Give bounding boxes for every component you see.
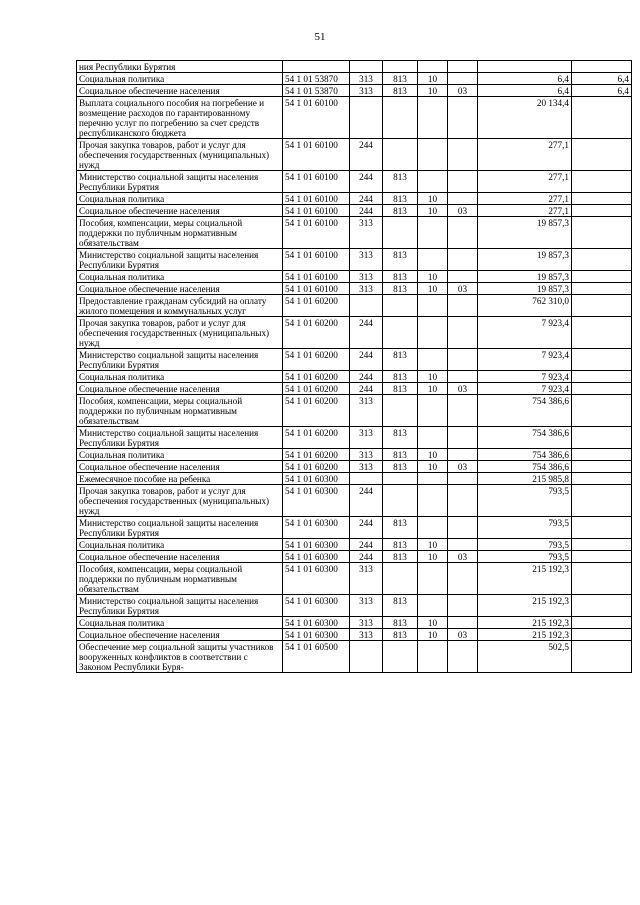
subsection-code [448, 427, 478, 449]
subsection-code [448, 539, 478, 551]
budget-manager-code: 813 [383, 193, 418, 205]
amount-total: 19 857,3 [478, 249, 572, 271]
subsection-code [448, 563, 478, 595]
budget-manager-code: 813 [383, 461, 418, 473]
subsection-code [448, 395, 478, 427]
subsection-code [448, 371, 478, 383]
row-name: Прочая закупка товаров, работ и услуг для обеспечения государственных (муниципальных) нужд [77, 139, 283, 171]
amount-total: 502,5 [478, 641, 572, 673]
amount-total: 6,4 [478, 73, 572, 85]
amount-total: 215 192,3 [478, 629, 572, 641]
amount-total: 7 923,4 [478, 317, 572, 349]
budget-manager-code [383, 563, 418, 595]
amount-federal [572, 271, 632, 283]
row-name: Социальное обеспечение населения [77, 283, 283, 295]
amount-total: 793,5 [478, 485, 572, 517]
budget-manager-code [383, 139, 418, 171]
subsection-code: 03 [448, 85, 478, 97]
row-name: Пособия, компенсации, меры социальной поддержки по публичным нормативным обязательствам [77, 563, 283, 595]
budget-manager-code [383, 97, 418, 139]
row-name: ния Республики Бурятия [77, 61, 283, 73]
budget-manager-code: 813 [383, 595, 418, 617]
row-name: Социальная политика [77, 539, 283, 551]
budget-manager-code [383, 61, 418, 73]
amount-federal [572, 139, 632, 171]
amount-federal [572, 371, 632, 383]
row-name: Социальная политика [77, 73, 283, 85]
amount-federal [572, 217, 632, 249]
table-row [77, 295, 632, 317]
expense-type-code: 244 [350, 349, 383, 371]
section-code: 10 [418, 449, 448, 461]
table-row [77, 427, 632, 449]
amount-total: 793,5 [478, 551, 572, 563]
expense-type-code: 313 [350, 461, 383, 473]
amount-total: 762 310,0 [478, 295, 572, 317]
amount-total: 754 386,6 [478, 395, 572, 427]
amount-total: 277,1 [478, 171, 572, 193]
expense-type-code: 313 [350, 629, 383, 641]
row-name: Социальная политика [77, 371, 283, 383]
section-code [418, 317, 448, 349]
subsection-code [448, 193, 478, 205]
section-code: 10 [418, 461, 448, 473]
amount-federal [572, 473, 632, 485]
target-article-code: 54 1 01 60200 [283, 349, 350, 371]
target-article-code: 54 1 01 60300 [283, 517, 350, 539]
section-code [418, 641, 448, 673]
table-row [77, 473, 632, 485]
target-article-code: 54 1 01 60100 [283, 283, 350, 295]
table-row [77, 349, 632, 371]
budget-manager-code [383, 317, 418, 349]
table-row [77, 539, 632, 551]
target-article-code: 54 1 01 60200 [283, 449, 350, 461]
amount-federal [572, 517, 632, 539]
budget-manager-code: 813 [383, 349, 418, 371]
row-name: Социальная политика [77, 449, 283, 461]
expense-type-code: 244 [350, 193, 383, 205]
amount-total: 19 857,3 [478, 217, 572, 249]
budget-manager-code: 813 [383, 551, 418, 563]
budget-manager-code: 813 [383, 517, 418, 539]
amount-federal [572, 295, 632, 317]
row-name: Обеспечение мер социальной защиты участников вооруженных конфликтов в соответствии с Законом Республики Буря- [77, 641, 283, 673]
target-article-code: 54 1 01 60300 [283, 473, 350, 485]
section-code [418, 563, 448, 595]
subsection-code: 03 [448, 383, 478, 395]
section-code [418, 97, 448, 139]
amount-total: 215 985,8 [478, 473, 572, 485]
row-name: Социальное обеспечение населения [77, 383, 283, 395]
row-name: Прочая закупка товаров, работ и услуг для обеспечения государственных (муниципальных) нужд [77, 317, 283, 349]
table-row [77, 249, 632, 271]
row-name: Социальная политика [77, 193, 283, 205]
target-article-code: 54 1 01 60200 [283, 461, 350, 473]
target-article-code: 54 1 01 60300 [283, 617, 350, 629]
budget-manager-code [383, 295, 418, 317]
amount-federal [572, 449, 632, 461]
amount-federal [572, 383, 632, 395]
row-name: Министерство социальной защиты населения Республики Бурятия [77, 171, 283, 193]
expense-type-code: 313 [350, 217, 383, 249]
subsection-code [448, 517, 478, 539]
budget-table-body [77, 61, 632, 673]
amount-federal [572, 551, 632, 563]
row-name: Социальное обеспечение населения [77, 551, 283, 563]
table-row [77, 217, 632, 249]
budget-manager-code: 813 [383, 629, 418, 641]
expense-type-code: 313 [350, 85, 383, 97]
section-code [418, 295, 448, 317]
subsection-code [448, 139, 478, 171]
budget-manager-code: 813 [383, 249, 418, 271]
table-row [77, 551, 632, 563]
expense-type-code: 244 [350, 317, 383, 349]
amount-total: 277,1 [478, 205, 572, 217]
section-code: 10 [418, 617, 448, 629]
budget-manager-code [383, 485, 418, 517]
amount-total: 7 923,4 [478, 371, 572, 383]
amount-federal [572, 641, 632, 673]
budget-manager-code [383, 641, 418, 673]
row-name: Пособия, компенсации, меры социальной поддержки по публичным нормативным обязательствам [77, 395, 283, 427]
subsection-code [448, 295, 478, 317]
section-code: 10 [418, 629, 448, 641]
subsection-code [448, 249, 478, 271]
subsection-code: 03 [448, 205, 478, 217]
amount-total: 277,1 [478, 193, 572, 205]
table-row [77, 193, 632, 205]
target-article-code: 54 1 01 60200 [283, 383, 350, 395]
table-row [77, 641, 632, 673]
table-row [77, 283, 632, 295]
row-name: Социальное обеспечение населения [77, 85, 283, 97]
subsection-code: 03 [448, 551, 478, 563]
table-row [77, 449, 632, 461]
budget-manager-code: 813 [383, 171, 418, 193]
amount-total: 7 923,4 [478, 383, 572, 395]
amount-total: 793,5 [478, 517, 572, 539]
section-code [418, 595, 448, 617]
table-row [77, 383, 632, 395]
target-article-code: 54 1 01 60100 [283, 193, 350, 205]
amount-total: 215 192,3 [478, 595, 572, 617]
section-code: 10 [418, 271, 448, 283]
subsection-code [448, 449, 478, 461]
amount-total: 754 386,6 [478, 461, 572, 473]
section-code: 10 [418, 551, 448, 563]
target-article-code: 54 1 01 60200 [283, 395, 350, 427]
amount-federal [572, 317, 632, 349]
target-article-code: 54 1 01 60100 [283, 249, 350, 271]
row-name: Министерство социальной защиты населения Республики Бурятия [77, 427, 283, 449]
amount-total: 6,4 [478, 85, 572, 97]
section-code: 10 [418, 205, 448, 217]
table-row [77, 485, 632, 517]
row-name: Социальное обеспечение населения [77, 205, 283, 217]
expense-type-code: 244 [350, 539, 383, 551]
section-code [418, 395, 448, 427]
table-row [77, 563, 632, 595]
row-name: Прочая закупка товаров, работ и услуг для обеспечения государственных (муниципальных) нужд [77, 485, 283, 517]
amount-federal [572, 349, 632, 371]
target-article-code: 54 1 01 60300 [283, 539, 350, 551]
subsection-code: 03 [448, 629, 478, 641]
table-row [77, 61, 632, 73]
target-article-code: 54 1 01 60300 [283, 551, 350, 563]
row-name: Министерство социальной защиты населения Республики Бурятия [77, 349, 283, 371]
expense-type-code: 313 [350, 449, 383, 461]
amount-total: 7 923,4 [478, 349, 572, 371]
section-code [418, 249, 448, 271]
row-name: Социальная политика [77, 617, 283, 629]
amount-federal: 6,4 [572, 73, 632, 85]
subsection-code [448, 617, 478, 629]
subsection-code [448, 473, 478, 485]
expense-type-code: 244 [350, 383, 383, 395]
expense-type-code [350, 61, 383, 73]
amount-total: 277,1 [478, 139, 572, 171]
budget-manager-code: 813 [383, 85, 418, 97]
row-name: Предоставление гражданам субсидий на оплату жилого помещения и коммунальных услуг [77, 295, 283, 317]
subsection-code [448, 595, 478, 617]
table-row [77, 371, 632, 383]
expense-type-code [350, 641, 383, 673]
amount-federal: 6,4 [572, 85, 632, 97]
budget-manager-code: 813 [383, 205, 418, 217]
amount-federal [572, 97, 632, 139]
amount-total: 20 134,4 [478, 97, 572, 139]
amount-total [478, 61, 572, 73]
table-row [77, 617, 632, 629]
row-name: Выплата социального пособия на погребение и возмещение расходов по гарантированному перечню услуг по погребению за счет средств республиканского бюджета [77, 97, 283, 139]
table-row [77, 517, 632, 539]
expense-type-code: 313 [350, 73, 383, 85]
section-code [418, 485, 448, 517]
amount-total: 19 857,3 [478, 283, 572, 295]
target-article-code: 54 1 01 60100 [283, 205, 350, 217]
expense-type-code [350, 295, 383, 317]
amount-total: 754 386,6 [478, 449, 572, 461]
amount-federal [572, 283, 632, 295]
expense-type-code [350, 473, 383, 485]
budget-manager-code [383, 395, 418, 427]
amount-federal [572, 205, 632, 217]
expense-type-code: 244 [350, 485, 383, 517]
row-name: Пособия, компенсации, меры социальной поддержки по публичным нормативным обязательствам [77, 217, 283, 249]
row-name: Министерство социальной защиты населения Республики Бурятия [77, 249, 283, 271]
section-code [418, 61, 448, 73]
table-row [77, 595, 632, 617]
expense-type-code: 244 [350, 205, 383, 217]
amount-total: 215 192,3 [478, 617, 572, 629]
amount-federal [572, 249, 632, 271]
amount-total: 793,5 [478, 539, 572, 551]
expense-type-code: 244 [350, 551, 383, 563]
amount-federal [572, 461, 632, 473]
target-article-code: 54 1 01 60200 [283, 317, 350, 349]
amount-federal [572, 629, 632, 641]
row-name: Министерство социальной защиты населения Республики Бурятия [77, 517, 283, 539]
budget-manager-code: 813 [383, 383, 418, 395]
row-name: Социальное обеспечение населения [77, 629, 283, 641]
amount-federal [572, 427, 632, 449]
table-row [77, 271, 632, 283]
amount-total: 19 857,3 [478, 271, 572, 283]
budget-manager-code: 813 [383, 283, 418, 295]
amount-federal [572, 193, 632, 205]
expense-type-code: 313 [350, 249, 383, 271]
row-name: Социальная политика [77, 271, 283, 283]
expense-type-code: 313 [350, 271, 383, 283]
table-row [77, 171, 632, 193]
section-code: 10 [418, 193, 448, 205]
budget-manager-code: 813 [383, 427, 418, 449]
section-code [418, 217, 448, 249]
amount-federal [572, 171, 632, 193]
amount-federal [572, 61, 632, 73]
expense-type-code: 244 [350, 371, 383, 383]
subsection-code [448, 97, 478, 139]
target-article-code: 54 1 01 60300 [283, 485, 350, 517]
budget-table [76, 60, 632, 673]
subsection-code [448, 61, 478, 73]
section-code [418, 427, 448, 449]
subsection-code [448, 349, 478, 371]
subsection-code [448, 485, 478, 517]
section-code [418, 171, 448, 193]
budget-manager-code: 813 [383, 449, 418, 461]
page-number: 51 [314, 31, 326, 43]
expense-type-code [350, 97, 383, 139]
table-row [77, 85, 632, 97]
target-article-code: 54 1 01 60300 [283, 629, 350, 641]
amount-federal [572, 595, 632, 617]
expense-type-code: 244 [350, 517, 383, 539]
target-article-code: 54 1 01 60300 [283, 595, 350, 617]
target-article-code: 54 1 01 60300 [283, 563, 350, 595]
table-row [77, 317, 632, 349]
section-code [418, 139, 448, 171]
section-code: 10 [418, 85, 448, 97]
table-row [77, 461, 632, 473]
target-article-code [283, 61, 350, 73]
target-article-code: 54 1 01 60100 [283, 97, 350, 139]
section-code: 10 [418, 371, 448, 383]
amount-federal [572, 617, 632, 629]
target-article-code: 54 1 01 60200 [283, 295, 350, 317]
amount-federal [572, 563, 632, 595]
section-code: 10 [418, 539, 448, 551]
expense-type-code: 313 [350, 563, 383, 595]
table-row [77, 139, 632, 171]
budget-manager-code: 813 [383, 539, 418, 551]
row-name: Министерство социальной защиты населения Республики Бурятия [77, 595, 283, 617]
target-article-code: 54 1 01 60500 [283, 641, 350, 673]
section-code [418, 349, 448, 371]
section-code [418, 473, 448, 485]
target-article-code: 54 1 01 60100 [283, 139, 350, 171]
budget-manager-code: 813 [383, 271, 418, 283]
table-row [77, 395, 632, 427]
budget-manager-code [383, 217, 418, 249]
expense-type-code: 244 [350, 171, 383, 193]
subsection-code [448, 73, 478, 85]
budget-manager-code: 813 [383, 371, 418, 383]
expense-type-code: 313 [350, 395, 383, 427]
expense-type-code: 313 [350, 283, 383, 295]
subsection-code: 03 [448, 461, 478, 473]
target-article-code: 54 1 01 60100 [283, 171, 350, 193]
target-article-code: 54 1 01 53870 [283, 85, 350, 97]
table-row [77, 205, 632, 217]
budget-manager-code: 813 [383, 617, 418, 629]
row-name: Социальное обеспечение населения [77, 461, 283, 473]
row-name: Ежемесячное пособие на ребенка [77, 473, 283, 485]
subsection-code [448, 271, 478, 283]
table-row [77, 73, 632, 85]
section-code: 10 [418, 383, 448, 395]
amount-federal [572, 539, 632, 551]
expense-type-code: 313 [350, 595, 383, 617]
amount-total: 754 386,6 [478, 427, 572, 449]
target-article-code: 54 1 01 60200 [283, 371, 350, 383]
subsection-code [448, 217, 478, 249]
target-article-code: 54 1 01 53870 [283, 73, 350, 85]
section-code: 10 [418, 73, 448, 85]
target-article-code: 54 1 01 60200 [283, 427, 350, 449]
target-article-code: 54 1 01 60100 [283, 217, 350, 249]
budget-manager-code: 813 [383, 73, 418, 85]
expense-type-code: 313 [350, 427, 383, 449]
target-article-code: 54 1 01 60100 [283, 271, 350, 283]
subsection-code [448, 317, 478, 349]
budget-manager-code [383, 473, 418, 485]
table-row [77, 629, 632, 641]
table-row [77, 97, 632, 139]
section-code: 10 [418, 283, 448, 295]
section-code [418, 517, 448, 539]
expense-type-code: 244 [350, 139, 383, 171]
subsection-code [448, 171, 478, 193]
amount-federal [572, 485, 632, 517]
amount-total: 215 192,3 [478, 563, 572, 595]
subsection-code: 03 [448, 283, 478, 295]
amount-federal [572, 395, 632, 427]
expense-type-code: 313 [350, 617, 383, 629]
subsection-code [448, 641, 478, 673]
